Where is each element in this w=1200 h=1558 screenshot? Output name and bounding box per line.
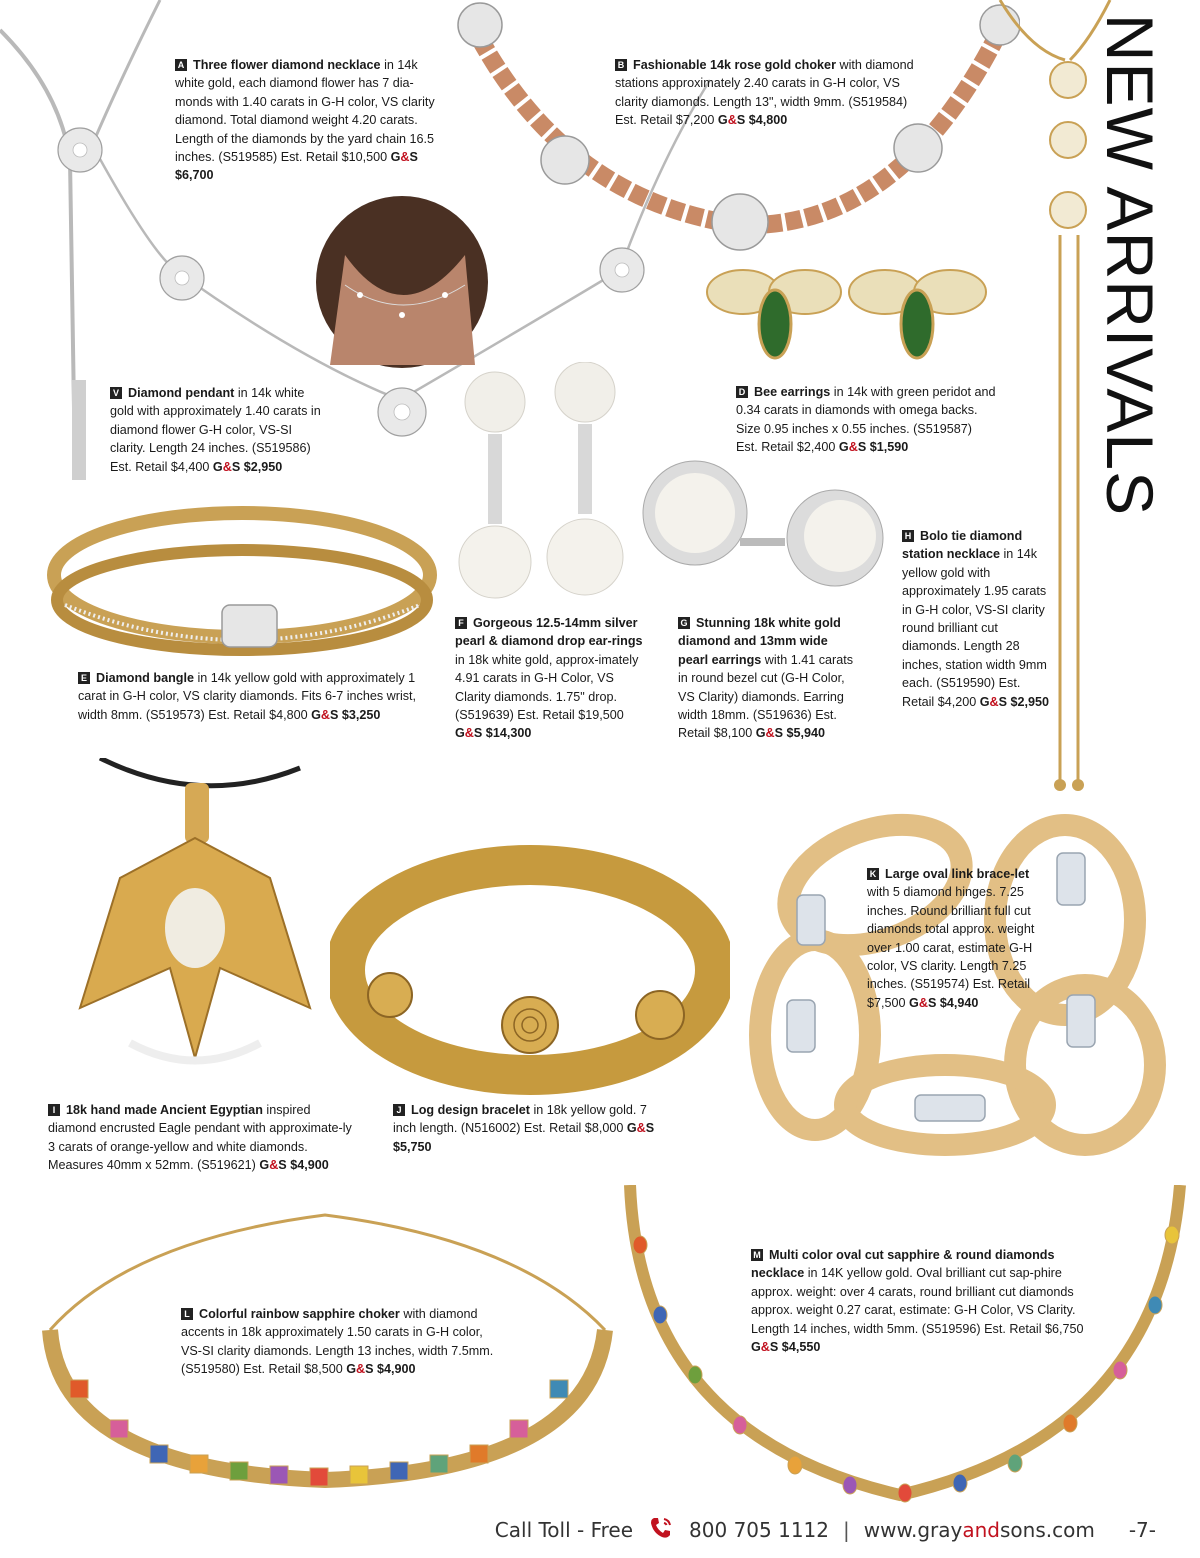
item-l-title: Colorful rainbow sapphire choker [199, 1307, 400, 1321]
pearl-stud-earrings-photo [640, 458, 890, 598]
item-e-price: G&S $3,250 [311, 707, 381, 722]
item-g-title: Stunning 18k white gold diamond and 13mm wide pearl earrings [678, 616, 841, 667]
log-bracelet-photo [330, 845, 730, 1095]
item-v-body: in 14k white gold with approximately 1.40 carats in diamond flower G-H color, VS-SI clarity. Length 24 inches. (S519586) Est. Retail $4,400 [110, 386, 321, 474]
item-h-title: Bolo tie diamond station necklace [902, 529, 1023, 562]
item-v-price: G&S $2,950 [212, 459, 283, 474]
item-a-letter: A [175, 59, 187, 71]
item-j-body: in 18k yellow gold. 7 inch length. (N516002) Est. Retail $8,000 [393, 1103, 647, 1136]
item-l-price: G&S $4,900 [346, 1362, 416, 1377]
item-e-title: Diamond bangle [96, 671, 194, 685]
item-v-description [110, 384, 325, 476]
item-m-description [751, 1246, 1086, 1356]
item-k-title: Large oval link brace-let [885, 867, 1030, 881]
section-title-text: NEW ARRIVALS [1093, 13, 1167, 517]
eagle-pendant-photo [60, 758, 330, 1078]
item-f-title: Gorgeous 12.5-14mm silver pearl & diamond drop ear-rings [455, 616, 643, 649]
item-m-title: Multi color oval cut sapphire & round diamonds necklace [751, 1248, 1055, 1281]
item-f-description [455, 614, 653, 743]
item-m-letter: M [751, 1249, 763, 1261]
item-d-title: Bee earrings [754, 385, 831, 399]
section-title [1090, 13, 1170, 517]
item-b-body: with diamond stations approximately 2.40 carats in G-H color, VS clarity diamonds. Length 13", width 9mm. (S519584) Est. Retail $7,200 [615, 58, 914, 128]
phone-icon [647, 1514, 675, 1547]
item-i-title: 18k hand made Ancient Egyptian [66, 1103, 263, 1117]
footer [495, 1514, 1156, 1546]
rose-gold-choker-photo [440, 0, 1020, 270]
item-e-letter: E [78, 672, 90, 684]
item-a-title: Three flower diamond necklace [193, 58, 381, 72]
diamond-bangle-photo [45, 505, 440, 665]
page-number: -7- [1128, 1518, 1156, 1542]
item-j-description [393, 1101, 655, 1156]
item-f-letter: F [455, 617, 467, 629]
item-h-price: G&S $2,950 [979, 694, 1050, 709]
item-h-description [902, 527, 1052, 711]
item-a-body: in 14k white gold, each diamond flower has 7 dia-monds with 1.40 carats in G-H color, VS clarity diamond. Total diamond weight 4.20 carats. Length of the diamonds by the yard chain 16.5 inches. (S519585) Est. Retail $10,500 [175, 58, 435, 165]
item-m-body: in 14K yellow gold. Oval brilliant cut sap-phire approx. weight: over 4 carats, round brilliant cut diamonds approx. weight 0.27 carat, estimate: G-H Color, VS Clarity. Length 14 inches, width 5mm. (S519596) Est. Retail $6,750 [751, 1266, 1084, 1336]
item-v-letter: V [110, 387, 122, 399]
item-b-title: Fashionable 14k rose gold choker [633, 58, 836, 72]
item-i-letter: I [48, 1104, 60, 1116]
item-j-price: G&S $5,750 [393, 1121, 655, 1154]
item-l-letter: L [181, 1308, 193, 1320]
item-h-letter: H [902, 530, 914, 542]
item-g-letter: G [678, 617, 690, 629]
item-d-letter: D [736, 386, 748, 398]
item-b-letter: B [615, 59, 627, 71]
item-d-body: in 14k with green peridot and 0.34 carats in diamonds with omega backs. Size 0.95 inches x 0.55 inches. (S519587) Est. Retail $2,400 [736, 385, 996, 455]
item-i-price: G&S $4,900 [259, 1158, 329, 1173]
item-e-description [78, 669, 443, 724]
item-d-description [736, 383, 996, 457]
item-l-body: with diamond accents in 18k approximately 1.50 carats in G-H color, VS-SI clarity diamonds. Length 13 inches, width 7.5mm. (S519580) Est. Retail $8,500 [181, 1307, 494, 1377]
item-f-price: G&S $14,300 [455, 726, 532, 741]
item-b-price: G&S $4,800 [717, 113, 788, 128]
website-link[interactable]: www.grayandsons.com [863, 1518, 1095, 1542]
item-l-description [181, 1305, 506, 1379]
item-k-body: with 5 diamond hinges. 7.25 inches. Round brilliant full cut diamonds total approx. weight over 1.00 carat, estimate G-H color, VS clarity. Length 7.25 inches. (S519574) Est. Retail $7,500 [867, 885, 1035, 1010]
item-k-letter: K [867, 868, 879, 880]
item-j-title: Log design bracelet [411, 1103, 530, 1117]
item-e-body: in 14k yellow gold with approximately 1 carat in G-H color, VS clarity diamonds. Fits 6-7 inches wrist, width 8mm. (S519573) Est. Retail $4,800 [78, 671, 417, 722]
item-a-price: G&S $6,700 [175, 150, 418, 183]
item-k-description [867, 865, 1052, 1012]
item-v-title: Diamond pendant [128, 386, 235, 400]
item-h-body: in 14k yellow gold with approximately 1.95 carats in G-H color, VS-SI clarity round brilliant cut diamonds. Length 28 inches, station width 9mm each. (S519590) Est. Retail $4,200 [902, 547, 1047, 709]
item-g-price: G&S $5,940 [755, 726, 826, 741]
item-b-description [615, 56, 915, 130]
pearl-drop-earrings-photo [455, 362, 635, 602]
item-i-description [48, 1101, 358, 1175]
call-label: Call Toll - Free [494, 1518, 634, 1542]
item-g-body: with 1.41 carats in round bezel cut (G-H Color, VS Clarity) diamonds. Earring width 18mm. (S519636) Est. Retail $8,100 [678, 652, 854, 741]
phone-number[interactable]: 800 705 1112 [689, 1518, 829, 1542]
item-m-price: G&S $4,550 [751, 1340, 821, 1355]
item-j-letter: J [393, 1104, 405, 1116]
item-a-description [175, 56, 445, 185]
item-f-body: in 18k white gold, approx-imately 4.91 carats in G-H Color, VS Clarity diamonds. 1.75" drop. (S519639) Est. Retail $19,500 [455, 652, 639, 723]
item-d-price: G&S $1,590 [838, 440, 909, 455]
footer-separator: | [843, 1518, 850, 1542]
bee-earrings-photo [705, 262, 1005, 372]
item-g-description [678, 614, 858, 743]
item-i-body: inspired diamond encrusted Eagle pendant with approximate-ly 3 carats of orange-yellow and white diamonds. Measures 40mm x 52mm. (S519621) [48, 1103, 352, 1173]
item-k-price: G&S $4,940 [909, 995, 979, 1010]
